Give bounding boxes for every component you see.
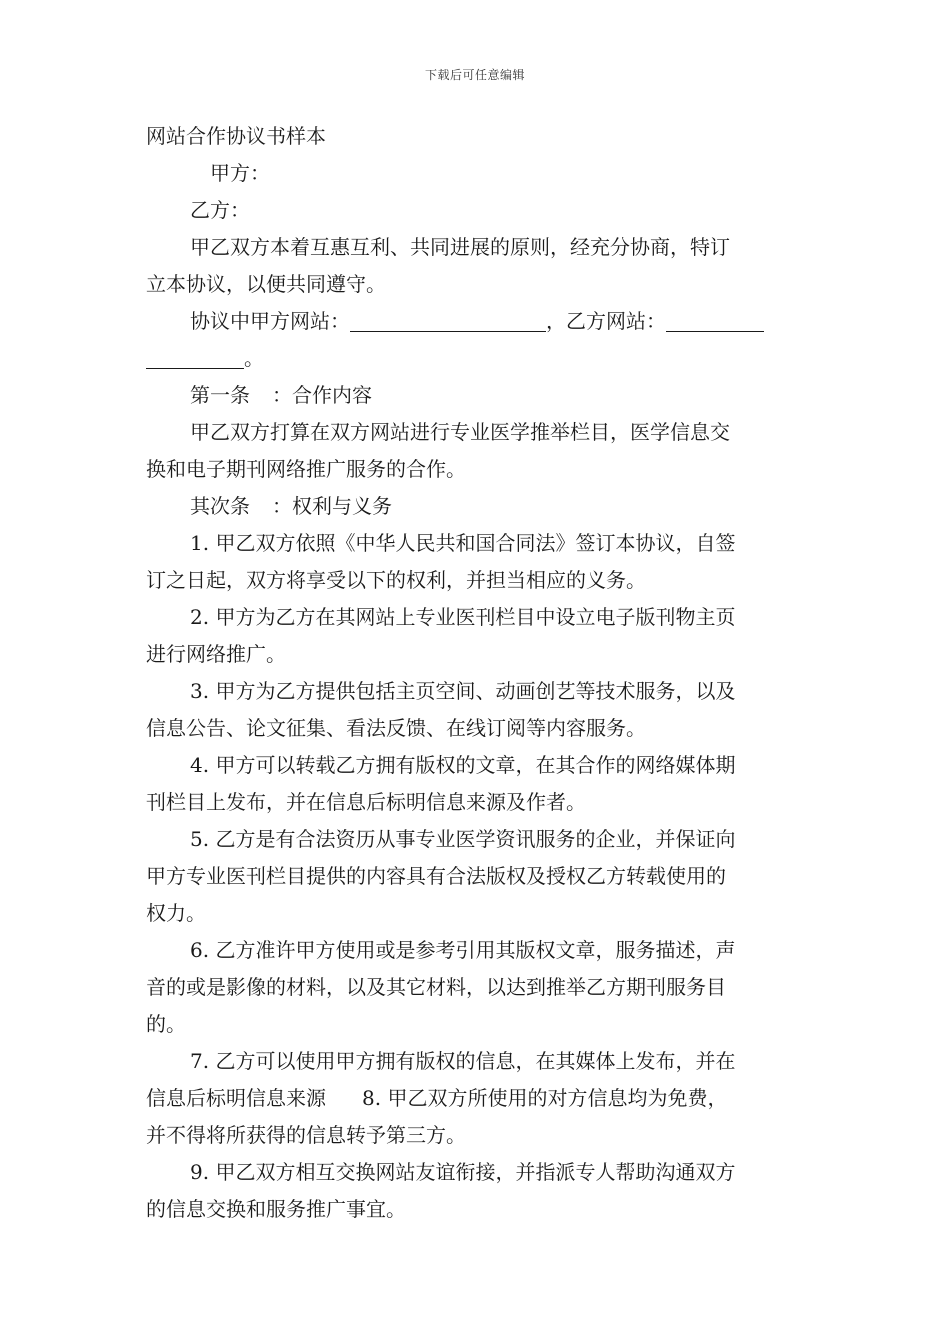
clause-3: 3. 甲方为乙方提供包括主页空间、动画创艺等技术服务，以及 [190, 679, 736, 703]
clause-6: 6. 乙方准许甲方使用或是参考引用其版权文章，服务描述，声 [190, 938, 736, 962]
party-a-line: 甲方： [210, 161, 270, 185]
article-1-body: 甲乙双方打算在双方网站进行专业医学推举栏目，医学信息交 [190, 420, 730, 444]
clause-8-start: 8. 甲乙双方所使用的对方信息均为免费， [362, 1086, 728, 1110]
document-title: 网站合作协议书样本 [146, 124, 326, 148]
party-b-website-blank[interactable] [666, 307, 764, 332]
clause-2: 进行网络推广。 [146, 642, 286, 666]
party-a-website-label: 协议中甲方网站： [190, 309, 350, 333]
party-b-website-blank-continued[interactable] [146, 344, 244, 369]
party-a-website-blank[interactable] [350, 307, 546, 332]
clause-9: 9. 甲乙双方相互交换网站友谊衔接，并指派专人帮助沟通双方 [190, 1160, 736, 1184]
clause-4: 4. 甲方可以转载乙方拥有版权的文章，在其合作的网络媒体期 [190, 753, 736, 777]
article-2-title: ：权利与义务 [272, 494, 392, 518]
party-b-website-label: ，乙方网站： [546, 309, 666, 333]
clause-6: 音的或是影像的材料，以及其它材料，以达到推举乙方期刊服务目 [146, 975, 726, 999]
clause-2: 2. 甲方为乙方在其网站上专业医刊栏目中设立电子版刊物主页 [190, 605, 736, 629]
article-1-body: 换和电子期刊网络推广服务的合作。 [146, 457, 466, 481]
clause-7-8 [146, 1080, 806, 1117]
clause-6: 的。 [146, 1012, 186, 1036]
preamble-line: 甲乙双方本着互惠互利、共同进展的原则，经充分协商，特订 [190, 235, 730, 259]
clause-5: 权力。 [146, 901, 206, 925]
article-2-number: 其次条 [190, 494, 250, 518]
clause-7: 7. 乙方可以使用甲方拥有版权的信息，在其媒体上发布，并在 [190, 1049, 736, 1073]
party-b-line: 乙方： [190, 198, 250, 222]
clause-1: 1. 甲乙双方依照《中华人民共和国合同法》签订本协议，自签 [190, 531, 736, 555]
page-header: 下载后可任意编辑 [424, 68, 525, 82]
clause-8: 并不得将所获得的信息转予第三方。 [146, 1123, 466, 1147]
websites-line [146, 303, 806, 340]
clause-7-end: 信息后标明信息来源 [146, 1086, 326, 1110]
websites-end: 。 [244, 346, 264, 370]
article-1-title: ：合作内容 [272, 383, 372, 407]
clause-5: 5. 乙方是有合法资历从事专业医学资讯服务的企业，并保证向 [190, 827, 736, 851]
websites-line-continued [146, 340, 806, 377]
clause-5: 甲方专业医刊栏目提供的内容具有合法版权及授权乙方转载使用的 [146, 864, 726, 888]
article-1-number: 第一条 [190, 383, 250, 407]
document-body [146, 118, 806, 1228]
preamble-line: 立本协议，以便共同遵守。 [146, 272, 386, 296]
article-1-heading [146, 377, 806, 414]
clause-3: 信息公告、论文征集、看法反馈、在线订阅等内容服务。 [146, 716, 646, 740]
clause-1: 订之日起，双方将享受以下的权利，并担当相应的义务。 [146, 568, 646, 592]
clause-9: 的信息交换和服务推广事宜。 [146, 1197, 406, 1221]
article-2-heading [146, 488, 806, 525]
clause-4: 刊栏目上发布，并在信息后标明信息来源及作者。 [146, 790, 586, 814]
